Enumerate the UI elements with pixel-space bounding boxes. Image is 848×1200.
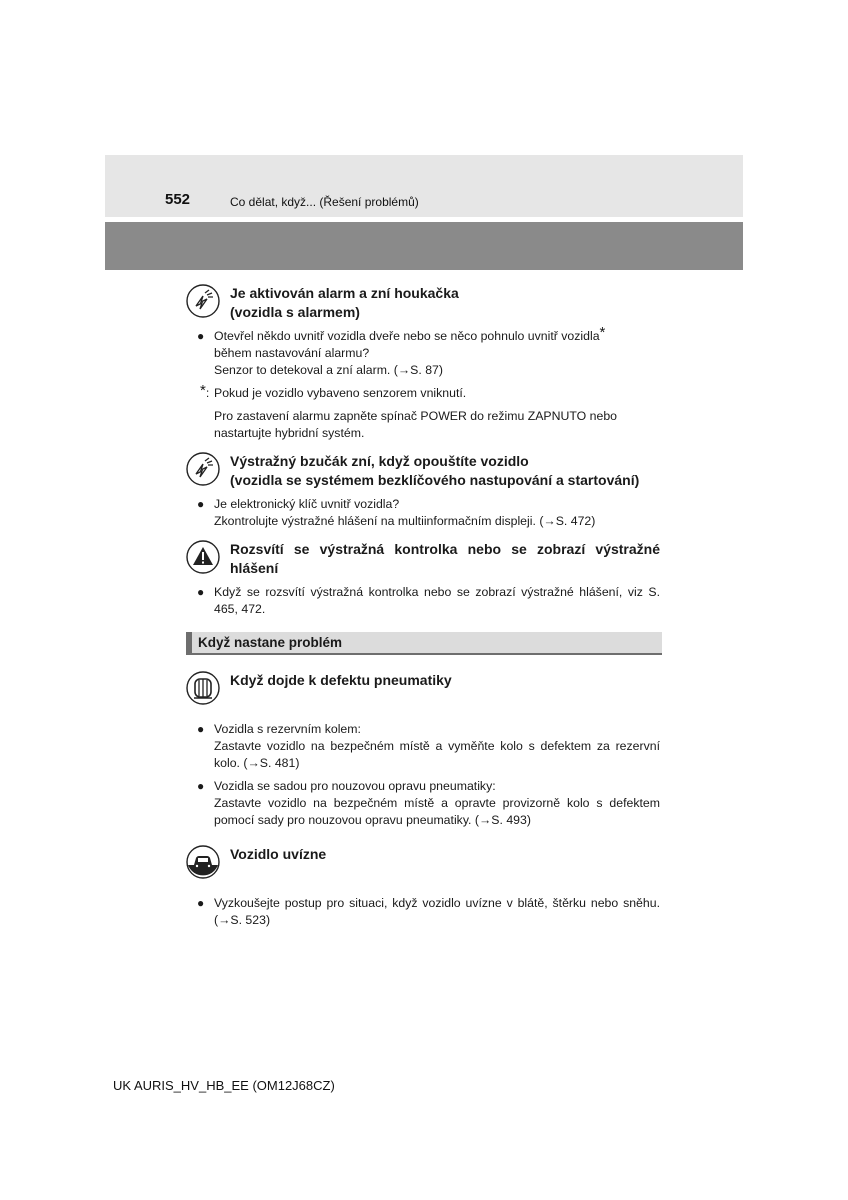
footer-code: UK AURIS_HV_HB_EE (OM12J68CZ)	[113, 1078, 335, 1093]
alarm-bullet1-line2: během nastavování alarmu?	[214, 346, 370, 360]
bullet-icon: ●	[197, 779, 205, 793]
list-item	[197, 895, 660, 929]
topic-warning-light-title: Rozsvítí se výstražná kontrolka nebo se zobrazí výstražné hlášení	[230, 541, 660, 576]
alarm-bullet1-line3: Senzor to detekoval a zní alarm. (→S. 87)	[214, 363, 443, 377]
warning-triangle-icon	[186, 540, 220, 574]
bullet-icon: ●	[197, 329, 205, 343]
footnote-line1: Pokud je vozidlo vybaveno senzorem vniknutí.	[214, 386, 467, 400]
bullet-icon: ●	[197, 585, 205, 599]
list-item	[197, 324, 660, 379]
tire-bullet2-line1: Vozidla se sadou pro nouzovou opravu pneumatiky:	[214, 779, 496, 793]
header-dark-band	[105, 222, 743, 270]
topic-warning-light	[186, 540, 660, 578]
topic-buzzer-title-line2: (vozidla se systémem bezklíčového nastupování a startování)	[230, 472, 640, 488]
alarm-horn-icon	[186, 452, 220, 486]
footnote-line2: Pro zastavení alarmu zapněte spínač POWER do režimu ZAPNUTO nebo nastartujte hybridní systém.	[214, 409, 618, 440]
stuck-bullet1: Vyzkoušejte postup pro situaci, když vozidlo uvízne v blátě, štěrku nebo sněhu. (→S. 523)	[214, 896, 660, 927]
topic-stuck	[186, 845, 660, 879]
tire-bullet1-line1: Vozidla s rezervním kolem:	[214, 722, 361, 736]
alarm-bullet1-line1: Otevřel někdo uvnitř vozidla dveře nebo se něco pohnulo uvnitř vozidla	[214, 329, 600, 343]
asterisk-icon: *	[599, 324, 606, 341]
topic-buzzer	[186, 452, 660, 490]
buzzer-bullet1-line1: Je elektronický klíč uvnitř vozidla?	[214, 497, 400, 511]
topic-alarm	[186, 284, 660, 322]
section-heading: Když nastane problém	[186, 632, 662, 655]
alarm-horn-icon	[186, 284, 220, 318]
tire-bullet1-line2: Zastavte vozidlo na bezpečném místě a vyměňte kolo s defektem za rezervní kolo. (→S. 481)	[214, 739, 660, 770]
bullet-icon: ●	[197, 497, 205, 511]
topic-stuck-title: Vozidlo uvízne	[230, 846, 327, 862]
footnote	[200, 382, 660, 442]
bullet-icon: ●	[197, 722, 205, 736]
topic-flat-tire	[186, 671, 660, 705]
page-content	[186, 284, 660, 929]
tire-icon	[186, 671, 220, 705]
list-item	[197, 584, 660, 618]
list-item	[197, 778, 660, 829]
warning-bullet1: Když se rozsvítí výstražná kontrolka nebo se zobrazí výstražné hlášení, viz S. 465, 472.	[214, 585, 660, 616]
chapter-title: Co dělat, když... (Řešení problémů)	[230, 195, 419, 209]
list-item	[197, 496, 660, 530]
list-item	[197, 721, 660, 772]
header-band	[105, 155, 743, 217]
topic-buzzer-title-line1: Výstražný bzučák zní, když opouštíte vozidlo	[230, 453, 529, 469]
topic-alarm-title-line2: (vozidla s alarmem)	[230, 304, 360, 320]
stuck-car-icon	[186, 845, 220, 879]
page-number: 552	[165, 191, 191, 208]
topic-flat-tire-title: Když dojde k defektu pneumatiky	[230, 672, 452, 688]
tire-bullet2-line2: Zastavte vozidlo na bezpečném místě a opravte provizorně kolo s defektem pomocí sady pro nouzovou opravu pneumatiky. (→S. 493)	[214, 796, 660, 827]
topic-alarm-title-line1: Je aktivován alarm a zní houkačka	[230, 285, 459, 301]
buzzer-bullet1-line2: Zkontrolujte výstražné hlášení na multiinformačním displeji. (→S. 472)	[214, 514, 596, 528]
asterisk-icon: *	[200, 382, 206, 399]
footnote-mark: :	[205, 386, 210, 400]
bullet-icon: ●	[197, 896, 205, 910]
